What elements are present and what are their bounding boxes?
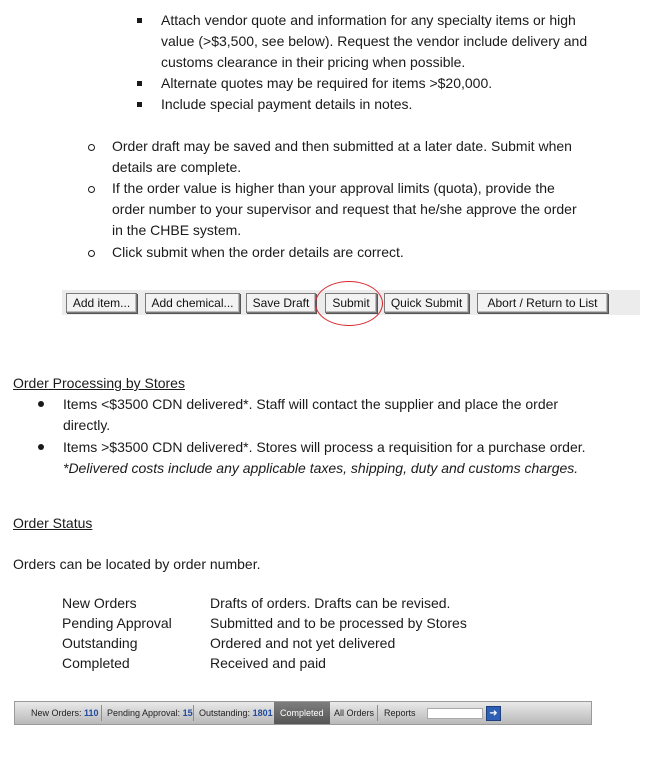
bullet-2-line-2: order number to your supervisor and request that he/she approve the order xyxy=(112,201,577,217)
term-outstanding: Outstanding xyxy=(62,635,138,651)
dot-bullet-icon xyxy=(38,444,44,450)
save-draft-button[interactable]: Save Draft xyxy=(246,293,316,313)
tab-outstanding[interactable] xyxy=(199,702,273,724)
dot-bullet-icon xyxy=(38,401,44,407)
bullet-2-line-3: in the CHBE system. xyxy=(112,222,242,238)
bullet-2-line-1: If the order value is higher than your approval limits (quota), provide the xyxy=(112,180,555,196)
processing-item-1-line-2: directly. xyxy=(63,417,111,433)
bullet-1-line-1: Order draft may be saved and then submitted at a later date. Submit when xyxy=(112,138,572,154)
square-bullet-icon xyxy=(137,18,142,23)
bullet-1-line-2: details are complete. xyxy=(112,159,242,175)
sub-bullet-3-line-1: Include special payment details in notes. xyxy=(161,96,413,112)
circle-bullet-icon xyxy=(88,144,95,151)
tab-reports[interactable]: Reports xyxy=(384,708,416,718)
sub-bullet-1-line-3: customs clearance in their pricing when possible. xyxy=(161,54,466,70)
square-bullet-icon xyxy=(137,81,142,86)
abort-return-button[interactable]: Abort / Return to List xyxy=(477,293,608,313)
desc-completed: Received and paid xyxy=(210,655,326,671)
quick-submit-button[interactable]: Quick Submit xyxy=(384,293,469,313)
status-heading: Order Status xyxy=(13,515,93,531)
desc-pending-approval: Submitted and to be processed by Stores xyxy=(210,615,467,631)
square-bullet-icon xyxy=(137,102,142,107)
sub-bullet-1-line-1: Attach vendor quote and information for any specialty items or high xyxy=(161,12,576,28)
processing-item-2-line-1: Items >$3500 CDN delivered*. Stores will process a requisition for a purchase order. xyxy=(63,439,586,455)
status-intro: Orders can be located by order number. xyxy=(13,556,261,572)
desc-new-orders: Drafts of orders. Drafts can be revised. xyxy=(210,595,451,611)
pending-count: 15 xyxy=(182,708,193,718)
term-pending-approval: Pending Approval xyxy=(62,615,172,631)
report-search-input[interactable] xyxy=(427,708,483,719)
processing-heading: Order Processing by Stores xyxy=(13,375,185,391)
processing-item-1-line-1: Items <$3500 CDN delivered*. Staff will contact the supplier and place the order xyxy=(63,396,559,412)
term-new-orders: New Orders xyxy=(62,595,137,611)
tab-pending-label: Pending Approval: xyxy=(107,708,181,718)
tab-pending-approval[interactable] xyxy=(107,702,193,724)
tab-new-orders[interactable] xyxy=(31,702,99,724)
tab-completed[interactable]: Completed xyxy=(274,702,330,724)
arrow-right-icon[interactable]: ➜ xyxy=(486,706,501,721)
highlight-circle xyxy=(315,281,383,326)
submit-button[interactable]: Submit xyxy=(325,293,377,313)
add-item-button[interactable]: Add item... xyxy=(66,293,137,313)
circle-bullet-icon xyxy=(88,250,95,257)
desc-outstanding: Ordered and not yet delivered xyxy=(210,635,396,651)
processing-note: *Delivered costs include any applicable taxes, shipping, duty and customs charges. xyxy=(63,460,579,476)
outstanding-count: 1801 xyxy=(252,708,273,718)
tab-new-orders-label: New Orders: xyxy=(31,708,82,718)
bullet-3-line-1: Click submit when the order details are correct. xyxy=(112,244,404,260)
tab-outstanding-label: Outstanding: xyxy=(199,708,251,718)
order-status-tabs xyxy=(14,701,592,725)
sub-bullet-2-line-1: Alternate quotes may be required for items >$20,000. xyxy=(161,75,493,91)
sub-bullet-1-line-2: value (>$3,500, see below). Request the vendor include delivery and xyxy=(161,33,588,49)
new-orders-count: 110 xyxy=(84,708,99,718)
add-chemical-button[interactable]: Add chemical... xyxy=(145,293,240,313)
tab-all-orders[interactable]: All Orders xyxy=(334,708,375,718)
circle-bullet-icon xyxy=(88,186,95,193)
term-completed: Completed xyxy=(62,655,130,671)
